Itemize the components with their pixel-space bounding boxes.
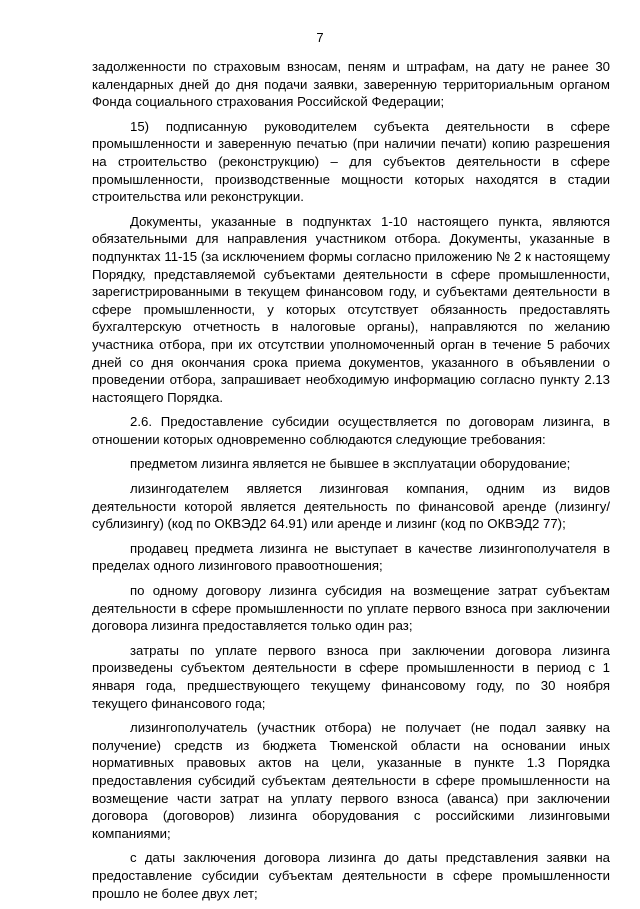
paragraph: предметом лизинга является не бывшее в эксплуатации оборудование; bbox=[130, 456, 571, 472]
paragraph: Документы, указанные в подпунктах 1-10 настоящего пункта, являются обязательными для направления участником отбора. Документы, указанные в подпунктах 11-15 (за исключением формы согласно приложению № 2 к настоящему Порядку, представляемой субъектами деятельности в сфере промышленности, зарегистрированными в текущем финансовом году, и субъектами деятельности в сфере промышленности, у которых отсутствует обязанность предоставлять бухгалтерскую отчетность в налоговые органы), направляются по желанию участника отбора, при их отсутствии уполномоченный орган в течение 5 рабочих дней со дня окончания срока приема документов, указанного в объявлении о проведении отбора, запрашивает необходимую информацию согласно пункту 2.13 настоящего Порядка. bbox=[92, 213, 610, 405]
paragraph: продавец предмета лизинга не выступает в качестве лизингополучателя в пределах одного лизингового правоотношения; bbox=[92, 540, 610, 574]
paragraph: задолженности по страховым взносам, пеням и штрафам, на дату не ранее 30 календарных дней до дня подачи заявки, заверенную территориальным органом Фонда социального страхования Российской Федерации; bbox=[92, 59, 610, 110]
paragraph: 2.6. Предоставление субсидии осуществляется по договорам лизинга, в отношении которых одновременно соблюдаются следующие требования: bbox=[92, 414, 610, 447]
paragraph: затраты по уплате первого взноса при заключении договора лизинга произведены субъектом деятельности в сфере промышленности в период с 1 января года, предшествующего текущему финансовому году, по 30 ноября текущего финансового года; bbox=[92, 642, 610, 711]
paragraph: по одному договору лизинга субсидия на возмещение затрат субъектам деятельности в сфере промышленности по уплате первого взноса при заключении договора лизинга предоставляется только один раз; bbox=[92, 583, 610, 634]
document-body bbox=[92, 58, 610, 909]
paragraph: 15) подписанную руководителем субъекта деятельности в сфере промышленности и заверенную печатью (при наличии печати) копию разрешения на строительство (реконструкцию) – для субъектов деятельности в сфере промышленности, производственные мощности которых находятся в стадии строительства или реконструкции. bbox=[92, 118, 610, 205]
paragraph: с даты заключения договора лизинга до даты представления заявки на предоставление субсидии субъектам деятельности в сфере промышленности прошло не более двух лет; bbox=[92, 850, 610, 901]
paragraph: лизингодателем является лизинговая компания, одним из видов деятельности которой является деятельность по финансовой аренде (лизингу/сублизингу) (код по ОКВЭД2 64.91) или аренде и лизинг (код по ОКВЭД2 77); bbox=[92, 481, 610, 532]
paragraph: лизингополучатель (участник отбора) не получает (не подал заявку на получение) средств из бюджета Тюменской области на основании иных нормативных правовых актов на цели, указанные в пункте 1.3 Порядка предоставления субсидий субъектам деятельности в сфере промышленности на возмещение части затрат на уплату первого взноса (аванса) при заключении договора (договоров) лизинга оборудования с российскими лизинговыми компаниями; bbox=[92, 720, 610, 841]
page-number: 7 bbox=[316, 30, 324, 45]
